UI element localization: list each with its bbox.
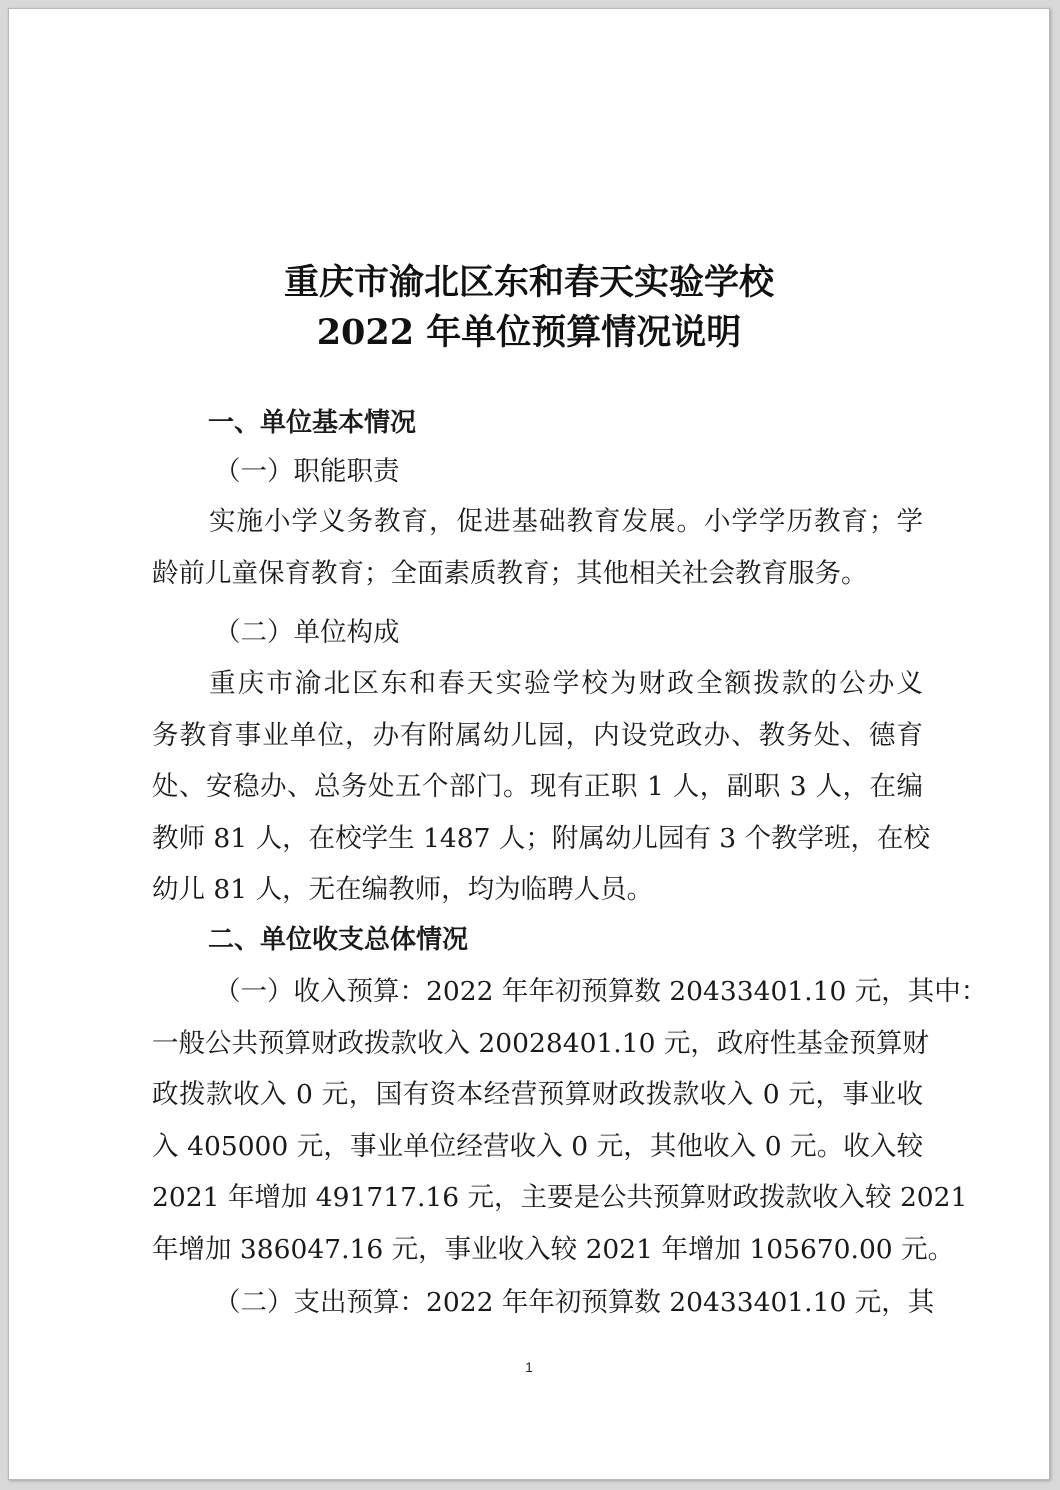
paragraph-line: 重庆市渝北区东和春天实验学校为财政全额拨款的公办义 <box>209 668 923 699</box>
document-title-line-2: 2022 年单位预算情况说明 <box>316 312 742 353</box>
page-number: 1 <box>525 1359 533 1375</box>
subsection-heading-composition: （二）单位构成 <box>214 617 400 648</box>
paragraph-line: （一）收入预算：2022 年年初预算数 20433401.10 元，其中： <box>214 976 988 1007</box>
paragraph-line: 一般公共预算财政拨款收入 20028401.10 元，政府性基金预算财 <box>152 1028 929 1059</box>
paragraph-line: 幼儿 81 人，无在编教师，均为临聘人员。 <box>152 874 654 905</box>
document-page <box>8 8 1050 1480</box>
paragraph-line: 务教育事业单位，办有附属幼儿园，内设党政办、教务处、德育 <box>152 720 923 751</box>
paragraph-line: 龄前儿童保育教育；全面素质教育；其他相关社会教育服务。 <box>152 558 868 589</box>
paragraph-line: （二）支出预算：2022 年年初预算数 20433401.10 元，其 <box>214 1287 935 1318</box>
section-heading-basic-info: 一、单位基本情况 <box>208 408 417 438</box>
paragraph-line: 2021 年增加 491717.16 元，主要是公共预算财政拨款收入较 2021 <box>152 1182 968 1213</box>
section-heading-budget-overview: 二、单位收支总体情况 <box>208 925 469 955</box>
paragraph-line: 年增加 386047.16 元，事业收入较 2021 年增加 105670.00 元。 <box>152 1234 955 1265</box>
document-title-line-1: 重庆市渝北区东和春天实验学校 <box>283 262 774 303</box>
paragraph-line: 实施小学义务教育，促进基础教育发展。小学学历教育；学 <box>209 506 923 537</box>
subsection-heading-duties: （一）职能职责 <box>214 456 400 487</box>
paragraph-line: 处、安稳办、总务处五个部门。现有正职 1 人，副职 3 人，在编 <box>152 771 923 802</box>
paragraph-line: 入 405000 元，事业单位经营收入 0 元，其他收入 0 元。收入较 <box>152 1131 923 1162</box>
paragraph-line: 政拨款收入 0 元，国有资本经营预算财政拨款收入 0 元，事业收 <box>152 1079 923 1110</box>
paragraph-line: 教师 81 人，在校学生 1487 人；附属幼儿园有 3 个教学班，在校 <box>152 823 931 854</box>
